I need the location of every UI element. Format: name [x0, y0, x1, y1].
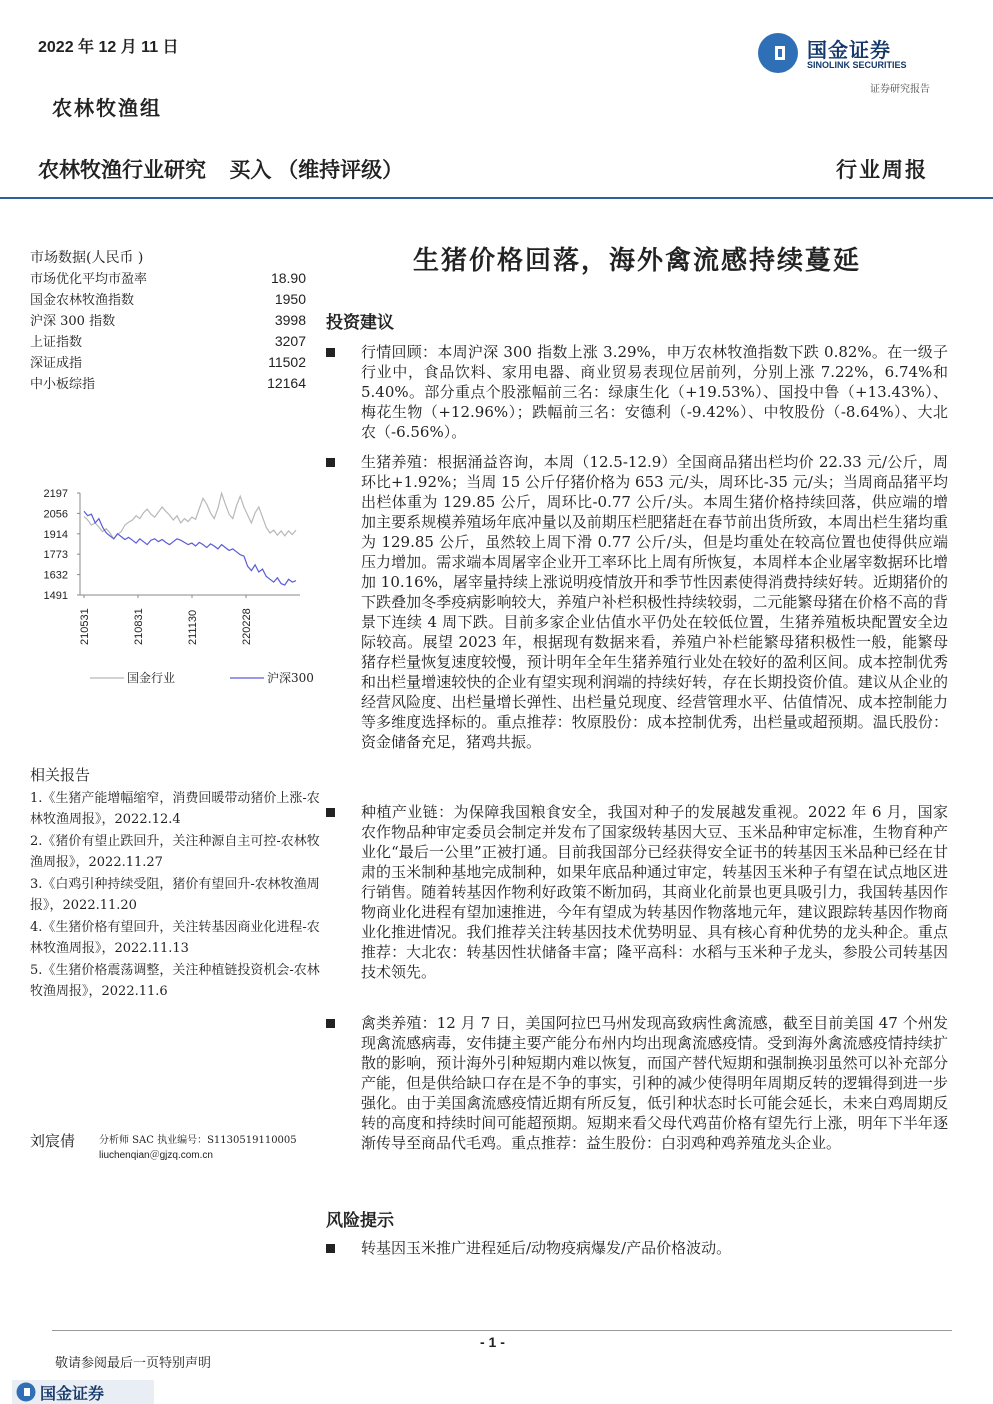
footer-logo: [12, 1380, 154, 1404]
analyst-sac-number: 分析师 SAC 执业编号：S1130519110005: [99, 1135, 297, 1146]
related-report-item[interactable]: 4.《生猪价格有望回升，关注转基因商业化进程-农林牧渔周报》，2022.11.13: [30, 920, 320, 956]
sinolink-logo-icon: [16, 1382, 36, 1402]
company-logo: [757, 30, 947, 74]
bullet-text: 生猪养殖：根据涌益咨询，本周（12.5-12.9）全国商品猪出栏均价 22.33 元/公斤，周环比+1.92%；当周 15 公斤仔猪价格为 653 元/头，周环比-35 元/头；当周商品猪平均出栏体重为 129.85 公斤，周环比-0.77 公斤/头。本周生猪价格持续回落，供应端的增加主要系规模养殖场年底冲量以及前期压栏肥猪赶在春节前出货所致，本周出栏生猪均重为 129.85 公斤，虽然较上周下滑 0.77 公斤/头，但是均重处在较高位置也使得供应端压力增加。需求端本周屠宰企业开工率环比上周有所恢复，本周样本企业屠宰数据环比增加 10.16%，屠宰量持续上涨说明疫情放开和季节性因素使得消费持续好转。近期猪价的下跌叠加冬季疫病影响较大，养殖户补栏积极性持续较弱，二元能繁母猪在价格不高的背景下连续 4 周下跌。目前多家企业估值水平仍处在较低位置，生猪养殖板块配置安全边际较高。展望 2023 年，根据现有数据来看，养殖户补栏能繁母猪积极性一般，能繁母猪存栏量恢复速度较慢，预计明年全年生猪养殖行业处在较好的盈利区间。成本控制优秀和出栏量增速较快的企业有望实现利润端的持续好转，存在长期投资价值。建议从企业的经营风险度、出栏量增长弹性、出栏量兑现度、经营管理水平、估值情况、成本控制能力等多维度选择标的。重点推荐：牧原股份：成本控制优秀，出栏量或超预期。温氏股份：资金储备充足，猪鸡共振。: [361, 453, 948, 751]
report-date: 2022 年 12 月 11 日: [38, 39, 179, 56]
market-data-table: [30, 267, 306, 393]
related-report-item[interactable]: 5.《生猪价格震荡调整，关注种植链投资机会-农林牧渔周报》，2022.11.6: [30, 963, 320, 999]
y-tick-label: 2197: [43, 488, 68, 500]
y-tick-label: 1632: [43, 569, 68, 582]
market-data-row: 上证指数 3207: [30, 332, 306, 350]
legend-label: 沪深300: [267, 671, 314, 685]
header-divider: [0, 197, 993, 199]
research-group: 农林牧渔组: [52, 96, 162, 120]
y-tick-label: 1914: [43, 528, 68, 541]
risk-title: 风险提示: [326, 1211, 394, 1231]
bullet-text: 转基因玉米推广进程延后/动物疫病爆发/产品价格波动。: [361, 1239, 732, 1257]
x-tick-label: 211130: [187, 609, 199, 645]
market-data-title: 市场数据(人民币 ): [30, 250, 144, 266]
logo-english: SINOLINK SECURITIES: [807, 60, 907, 70]
related-reports-list: [30, 788, 320, 1003]
bullet-text: 行情回顾：本周沪深 300 指数上涨 3.29%，申万农林牧渔指数下跌 0.82%。在一级子行业中，食品饮料、家用电器、商业贸易表现位居前列，分别上涨 7.22%，6.74%和 5.40%。部分重点个股涨幅前三名：绿康生化（+19.53%）、国投中鲁（+13.43%）、梅花生物（+12.96%）；跌幅前三名：安德利（-9.42%）、中牧股份（-8.64%）、大北农（-6.56%）。: [361, 343, 948, 441]
market-data-row: 沪深 300 指数 3998: [30, 311, 306, 329]
bullet-square-icon: [326, 348, 335, 357]
bullet-text: 种植产业链：为保障我国粮食安全，我国对种子的发展越发重视。2022 年 6 月，国家农作物品种审定委员会制定并发布了国家级转基因大豆、玉米品种审定标准，生物育种产业化“最后一公里”正被打通。目前我国部分已经获得安全证书的转基因玉米品种已经在甘肃的玉米制种基地完成制种，如果年底品种通过审定，转基因玉米种子有望在试点地区进行销售。随着转基因作物利好政策不断加码，其商业化前景也更具吸引力，我国转基因作物商业化进程有望加速推进，今年有望成为转基因作物落地元年，建议跟踪转基因作物商业化推进情况。我们推荐关注转基因技术优势明显、具有核心育种优势的龙头种企。重点推荐：大北农：转基因性状储备丰富；隆平高科：水稻与玉米种子龙头，参股公司转基因技术领先。: [361, 803, 948, 981]
related-report-item[interactable]: 1.《生猪产能增幅缩窄，消费回暖带动猪价上涨-农林牧渔周报》，2022.12.4: [30, 791, 320, 827]
bullet-square-icon: [326, 458, 335, 467]
market-data-row: 国金农林牧渔指数 1950: [30, 290, 306, 308]
rating-line: 农林牧渔行业研究 买入 （维持评级）: [38, 159, 404, 182]
bullet-text: 禽类养殖：12 月 7 日，美国阿拉巴马州发现高致病性禽流感，截至目前美国 47 个州发现禽流感病毒，安伟捷主要产能分布州内均出现禽流感疫情。受到海外禽流感疫情持续扩散的影响，预计海外引种短期内难以恢复，而国产替代短期和强制换羽虽然可以补充部分产能，但是供给缺口存在是不争的事实，引种的减少使得明年周期反转的逻辑得到进一步强化。由于美国禽流感疫情近期有所反复，低引种状态时长可能会延长，未来白鸡周期反转的高度和持续时间可能超预期。短期来看父母代鸡苗价格有望先行上涨，明年下半年逐渐传导至商品代毛鸡。重点推荐：益生股份：白羽鸡种鸡养殖龙头企业。: [361, 1014, 948, 1152]
related-report-item[interactable]: 2.《猪价有望止跌回升，关注种源自主可控-农林牧渔周报》，2022.11.27: [30, 834, 320, 870]
analyst-info: [99, 1133, 297, 1163]
series-line-0: [84, 493, 296, 539]
x-tick-label: 210531: [79, 608, 91, 645]
bullet-square-icon: [326, 808, 335, 817]
related-reports-title: 相关报告: [30, 766, 91, 784]
market-data-row: 深证成指 11502: [30, 353, 306, 371]
analyst-email[interactable]: liuchenqian＠gjzq.com.cn: [99, 1150, 213, 1161]
page-number: - 1 -: [480, 1334, 505, 1350]
report-category: 证券研究报告: [870, 84, 930, 95]
logo-chinese: 国金证券: [807, 40, 891, 62]
y-tick-label: 1773: [43, 549, 68, 562]
bullet-square-icon: [326, 1019, 335, 1028]
y-tick-label: 2056: [43, 508, 68, 521]
footer-divider: [52, 1330, 952, 1331]
investment-advice-title: 投资建议: [326, 313, 394, 333]
index-comparison-chart: [28, 478, 318, 698]
report-headline: 生猪价格回落，海外禽流感持续蔓延: [412, 246, 861, 276]
bullet-square-icon: [326, 1244, 335, 1253]
report-type: 行业周报: [836, 157, 928, 182]
disclaimer: 敬请参阅最后一页特别声明: [55, 1356, 212, 1371]
market-data-row: 市场优化平均市盈率 18.90: [30, 269, 306, 287]
x-tick-label: 210831: [133, 608, 145, 645]
analyst-name: 刘宸倩: [30, 1132, 76, 1150]
legend-label: 国金行业: [127, 671, 176, 685]
related-report-item[interactable]: 3.《白鸡引种持续受阻，猪价有望回升-农林牧渔周报》，2022.11.20: [30, 877, 320, 913]
sinolink-logo-icon: [757, 32, 799, 74]
footer-logo-text: 国金证券: [40, 1386, 105, 1403]
market-data-row: 中小板综指 12164: [30, 374, 306, 392]
x-tick-label: 220228: [241, 608, 253, 645]
y-tick-label: 1491: [43, 590, 68, 602]
